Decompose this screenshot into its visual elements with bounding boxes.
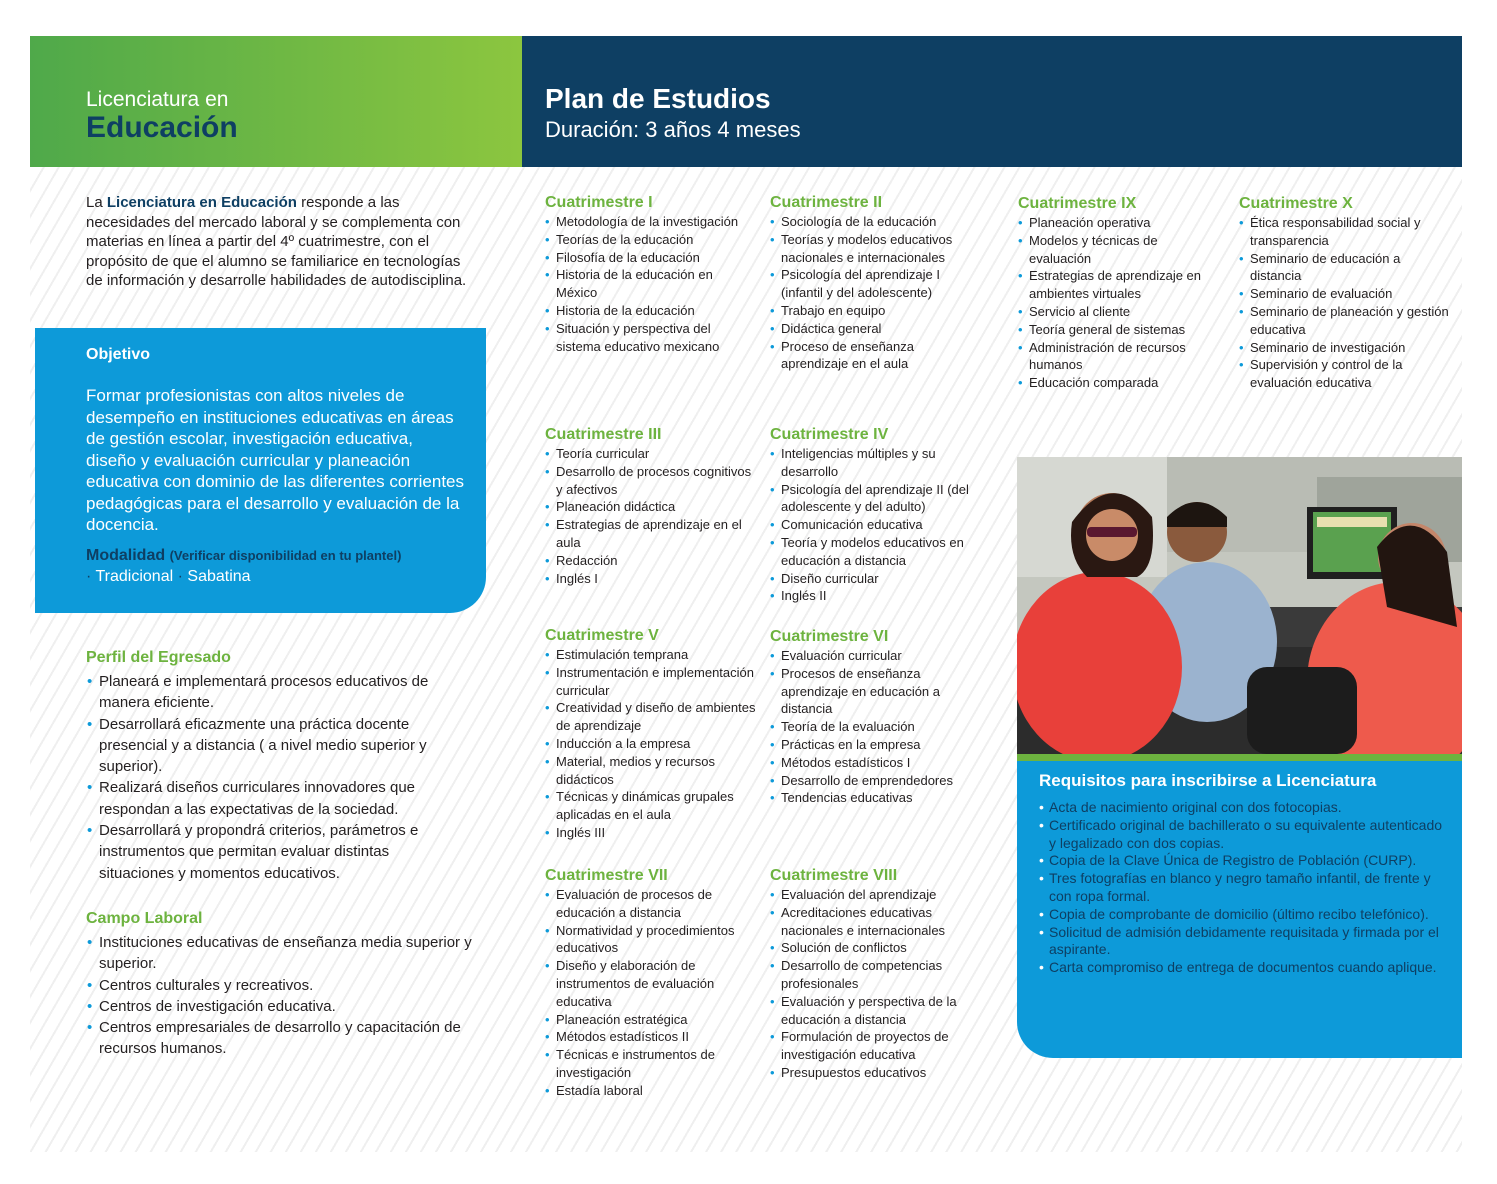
cuatrimestre-10 xyxy=(1239,194,1449,392)
subject-item: • Tendencias educativas xyxy=(770,789,985,807)
cuatrimestre-title: Cuatrimestre VII xyxy=(545,867,668,884)
subject-item: • Métodos estadísticos I xyxy=(770,754,985,772)
list-item: • Solicitud de admisión debidamente requisitada y firmada por el aspirante. xyxy=(1039,924,1444,960)
subject-item: • Estadía laboral xyxy=(545,1082,750,1100)
cuatrimestre-subjects xyxy=(1239,214,1449,392)
subject-item: • Planeación didáctica xyxy=(545,498,755,516)
separator-dot: · xyxy=(177,568,183,585)
cuatrimestre-title: Cuatrimestre II xyxy=(770,194,883,211)
cuatrimestre-title: Cuatrimestre VIII xyxy=(770,867,898,884)
separator-dot: · xyxy=(86,568,92,585)
subject-item: • Historia de la educación en México xyxy=(545,266,755,302)
subject-item: • Material, medios y recursos didácticos xyxy=(545,753,760,789)
subject-item: • Modelos y técnicas de evaluación xyxy=(1018,232,1223,268)
cuatrimestre-subjects xyxy=(770,213,980,373)
cuatrimestre-7 xyxy=(545,866,750,1100)
subject-item: • Historia de la educación xyxy=(545,302,755,320)
subject-item: • Procesos de enseñanza aprendizaje en educación a distancia xyxy=(770,665,985,718)
students-photo xyxy=(1017,457,1462,754)
modalidad-option-sabatina: Sabatina xyxy=(187,568,251,585)
subject-item: • Inglés II xyxy=(770,587,985,605)
intro-rest: responde a las necesidades del mercado laboral y se complementa con materias en línea a partir del 4º cuatrimestre, con el propósito de que el alumno se familiarice en tecnologías de información y desarrolle habilidades de autodisciplina. xyxy=(86,194,467,289)
subject-item: • Ética responsabilidad social y transparencia xyxy=(1239,214,1449,250)
list-item: • Tres fotografías en blanco y negro tamaño infantil, de frente y con ropa formal. xyxy=(1039,870,1444,906)
objetivo-box xyxy=(35,328,486,613)
list-item: • Planeará e implementará procesos educativos de manera eficiente. xyxy=(86,671,466,714)
subject-item: • Normatividad y procedimientos educativos xyxy=(545,922,750,958)
subject-item: • Proceso de enseñanza aprendizaje en el aula xyxy=(770,338,980,374)
list-item: • Realizará diseños curriculares innovadores que respondan a las expectativas de la sociedad. xyxy=(86,777,466,820)
subject-item: • Trabajo en equipo xyxy=(770,302,980,320)
subject-item: • Educación comparada xyxy=(1018,374,1223,392)
list-item: • Desarrollará eficazmente una práctica docente presencial y a distancia ( a nivel medio superior y superior). xyxy=(86,714,466,778)
subject-item: • Creatividad y diseño de ambientes de aprendizaje xyxy=(545,699,760,735)
cuatrimestre-subjects xyxy=(545,213,755,355)
list-item: • Certificado original de bachillerato o su equivalente autenticado y legalizado con dos copias. xyxy=(1039,817,1444,853)
subject-item: • Seminario de evaluación xyxy=(1239,285,1449,303)
cuatrimestre-subjects xyxy=(770,445,985,605)
modalidad-label: Modalidad xyxy=(86,547,166,564)
subject-item: • Didáctica general xyxy=(770,320,980,338)
subject-item: • Técnicas y dinámicas grupales aplicadas en el aula xyxy=(545,788,760,824)
list-item: • Acta de nacimiento original con dos fotocopias. xyxy=(1039,799,1444,817)
cuatrimestre-5 xyxy=(545,626,760,842)
cuatrimestre-subjects xyxy=(545,445,755,587)
modalidad-line xyxy=(86,547,401,565)
cuatrimestre-subjects xyxy=(545,646,760,842)
modalidad-options xyxy=(86,568,251,586)
subject-item: • Solución de conflictos xyxy=(770,939,980,957)
list-item: • Centros empresariales de desarrollo y capacitación de recursos humanos. xyxy=(86,1017,476,1060)
subject-item: • Presupuestos educativos xyxy=(770,1064,980,1082)
cuatrimestre-3 xyxy=(545,425,755,587)
list-item: • Carta compromiso de entrega de documentos cuando aplique. xyxy=(1039,959,1444,977)
cuatrimestre-title: Cuatrimestre VI xyxy=(770,628,889,645)
subject-item: • Estimulación temprana xyxy=(545,646,760,664)
students-photo-illustration xyxy=(1017,457,1462,754)
modalidad-note: (Verificar disponibilidad en tu plantel) xyxy=(169,548,402,563)
program-subtitle: Licenciatura en xyxy=(86,88,229,111)
subject-item: • Evaluación y perspectiva de la educación a distancia xyxy=(770,993,980,1029)
subject-item: • Evaluación del aprendizaje xyxy=(770,886,980,904)
subject-item: • Teoría de la evaluación xyxy=(770,718,985,736)
subject-item: • Métodos estadísticos II xyxy=(545,1028,750,1046)
subject-item: • Desarrollo de emprendedores xyxy=(770,772,985,790)
subject-item: • Inglés III xyxy=(545,824,760,842)
subject-item: • Teorías de la educación xyxy=(545,231,755,249)
campo-list xyxy=(86,932,476,1060)
campo-title: Campo Laboral xyxy=(86,910,203,927)
cuatrimestre-subjects xyxy=(1018,214,1223,392)
subject-item: • Inducción a la empresa xyxy=(545,735,760,753)
subject-item: • Situación y perspectiva del sistema educativo mexicano xyxy=(545,320,755,356)
list-item: • Instituciones educativas de enseñanza media superior y superior. xyxy=(86,932,476,975)
cuatrimestre-1 xyxy=(545,193,755,355)
modalidad-option-tradicional: Tradicional xyxy=(95,568,174,585)
subject-item: • Prácticas en la empresa xyxy=(770,736,985,754)
subject-item: • Teoría curricular xyxy=(545,445,755,463)
subject-item: • Administración de recursos humanos xyxy=(1018,339,1223,375)
subject-item: • Teoría y modelos educativos en educación a distancia xyxy=(770,534,985,570)
list-item: • Centros de investigación educativa. xyxy=(86,996,476,1017)
list-item: • Copia de comprobante de domicilio (último recibo telefónico). xyxy=(1039,906,1444,924)
subject-item: • Estrategias de aprendizaje en el aula xyxy=(545,516,755,552)
objetivo-text: Formar profesionistas con altos niveles de desempeño en instituciones educativas en áreas de gestión escolar, investigación educativa, diseño y evaluación curricular y planeación educativa con dominio de las diferentes corrientes pedagógicas para el desarrollo y evaluación de la docencia. xyxy=(86,386,464,534)
subject-item: • Instrumentación e implementación curricular xyxy=(545,664,760,700)
intro-prefix: La xyxy=(86,194,107,211)
subject-item: • Diseño curricular xyxy=(770,570,985,588)
cuatrimestre-6 xyxy=(770,627,985,807)
subject-item: • Desarrollo de procesos cognitivos y afectivos xyxy=(545,463,755,499)
subject-item: • Planeación operativa xyxy=(1018,214,1223,232)
subject-item: • Evaluación de procesos de educación a distancia xyxy=(545,886,750,922)
subject-item: • Evaluación curricular xyxy=(770,647,985,665)
subject-item: • Teorías y modelos educativos nacionales e internacionales xyxy=(770,231,980,267)
subject-item: • Estrategias de aprendizaje en ambientes virtuales xyxy=(1018,267,1223,303)
cuatrimestre-8 xyxy=(770,866,980,1082)
subject-item: • Técnicas e instrumentos de investigación xyxy=(545,1046,750,1082)
perfil-list xyxy=(86,671,466,884)
intro-bold: Licenciatura en Educación xyxy=(106,194,297,211)
cuatrimestre-title: Cuatrimestre IX xyxy=(1018,195,1137,212)
subject-item: • Acreditaciones educativas nacionales e internacionales xyxy=(770,904,980,940)
photo-divider xyxy=(1017,754,1462,761)
cuatrimestre-title: Cuatrimestre III xyxy=(545,426,662,443)
subject-item: • Seminario de planeación y gestión educativa xyxy=(1239,303,1449,339)
list-item: • Copia de la Clave Única de Registro de Población (CURP). xyxy=(1039,852,1444,870)
cuatrimestre-9 xyxy=(1018,194,1223,392)
cuatrimestre-4 xyxy=(770,425,985,605)
subject-item: • Desarrollo de competencias profesionales xyxy=(770,957,980,993)
plan-title: Plan de Estudios xyxy=(545,83,771,114)
subject-item: • Redacción xyxy=(545,552,755,570)
cuatrimestre-title: Cuatrimestre X xyxy=(1239,195,1353,212)
subject-item: • Inglés I xyxy=(545,570,755,588)
objetivo-title: Objetivo xyxy=(86,346,151,363)
subject-item: • Servicio al cliente xyxy=(1018,303,1223,321)
subject-item: • Filosofía de la educación xyxy=(545,249,755,267)
subject-item: • Teoría general de sistemas xyxy=(1018,321,1223,339)
perfil-title: Perfil del Egresado xyxy=(86,649,231,666)
list-item: • Desarrollará y propondrá criterios, parámetros e instrumentos que permitan evaluar distintas situaciones y momentos educativos. xyxy=(86,820,466,884)
plan-duration: Duración: 3 años 4 meses xyxy=(545,117,801,142)
subject-item: • Inteligencias múltiples y su desarrollo xyxy=(770,445,985,481)
list-item: • Centros culturales y recreativos. xyxy=(86,975,476,996)
subject-item: • Diseño y elaboración de instrumentos de evaluación educativa xyxy=(545,957,750,1010)
requisitos-list xyxy=(1039,799,1444,977)
requisitos-box xyxy=(1017,761,1462,1058)
cuatrimestre-title: Cuatrimestre I xyxy=(545,194,653,211)
subject-item: • Comunicación educativa xyxy=(770,516,985,534)
requisitos-title: Requisitos para inscribirse a Licenciatura xyxy=(1039,771,1377,790)
cuatrimestre-title: Cuatrimestre V xyxy=(545,627,659,644)
cuatrimestre-title: Cuatrimestre IV xyxy=(770,426,889,443)
subject-item: • Metodología de la investigación xyxy=(545,213,755,231)
program-title: Educación xyxy=(86,111,238,144)
subject-item: • Seminario de investigación xyxy=(1239,339,1449,357)
subject-item: • Seminario de educación a distancia xyxy=(1239,250,1449,286)
subject-item: • Formulación de proyectos de investigación educativa xyxy=(770,1028,980,1064)
cuatrimestre-subjects xyxy=(545,886,750,1100)
subject-item: • Psicología del aprendizaje I (infantil y del adolescente) xyxy=(770,266,980,302)
subject-item: • Sociología de la educación xyxy=(770,213,980,231)
cuatrimestre-subjects xyxy=(770,647,985,807)
cuatrimestre-subjects xyxy=(770,886,980,1082)
subject-item: • Psicología del aprendizaje II (del adolescente y del adulto) xyxy=(770,481,985,517)
cuatrimestre-2 xyxy=(770,193,980,373)
intro-paragraph xyxy=(86,193,476,291)
subject-item: • Planeación estratégica xyxy=(545,1011,750,1029)
subject-item: • Supervisión y control de la evaluación educativa xyxy=(1239,356,1449,392)
